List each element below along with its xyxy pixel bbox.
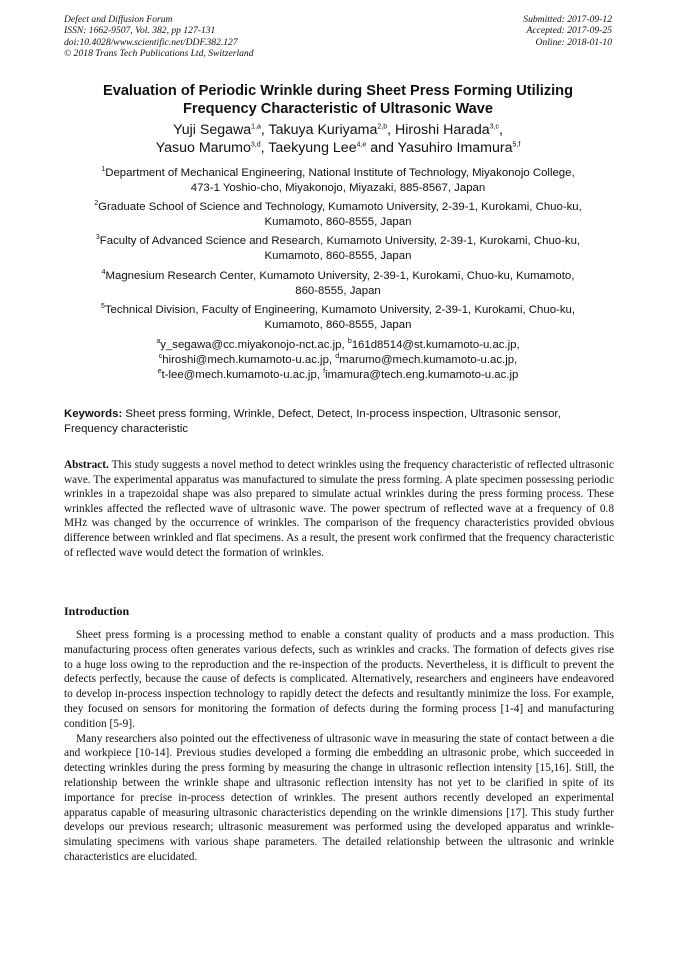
dates-header [523,14,612,48]
email-line [64,338,612,353]
author-sup: 1,a [251,123,261,131]
affiliation-number: 1 [101,166,106,174]
affiliation-address: Kumamoto, 860-8555, Japan [264,250,412,263]
issn: ISSN: 1662-9507, Vol. 382, pp 127-131 [64,25,216,37]
email-separator: , [328,353,336,366]
email-sup: b [347,337,352,345]
title-line-1: Evaluation of Periodic Wrinkle during Sheet Press Forming Utilizing [102,83,574,99]
author-name: Yuji Segawa [173,122,252,138]
author-line-2 [64,140,612,158]
email-address[interactable]: 161d8514@st.kumamoto-u.ac.jp, [351,338,520,351]
email-sup: f [323,367,326,375]
keywords [64,407,614,437]
keywords-text: Sheet press forming, Wrinkle, Defect, Detect, In-process inspection, Ultrasonic sensor, Frequency characteristic [64,408,561,435]
intro-paragraph-1: Sheet press forming is a processing method to enable a constant quality of products and a mass production. This manufacturing process often generates various defects, such as wrinkles and cracks. The formation of defects gives rise to a huge loss owing to the reproduction and the re-inspection of the products. Nevertheless, it is difficult to prevent the defects perfectly, because the cause of defects is complicated. Alternatively, researchers and engineers have endeavored to develop in-process inspection technology to rapidly detect the defects and resultantly minimize the loss. For example, they focused on sensors for monitoring the formation of defects during the forming process [1-4] and manufacturing condition [5-9]. [64,629,614,730]
affiliation-text: Department of Mechanical Engineering, National Institute of Technology, Miyakonojo College, [105,167,575,179]
email-separator: , [341,338,348,351]
affiliation-address: Kumamoto, 860-8555, Japan [264,216,412,229]
author-separator: , [260,139,269,156]
author-name: Yasuo Marumo [155,139,251,156]
introduction-body [64,628,614,865]
paper-title [64,82,612,118]
author-separator: and [366,139,398,156]
email-address[interactable]: y_segawa@cc.miyakonojo-nct.ac.jp [160,338,342,351]
title-line-2: Frequency Characteristic of Ultrasonic Wave [182,101,494,117]
affiliation [64,166,612,196]
author-line-1 [64,122,612,140]
abstract-text: This study suggests a novel method to detect wrinkles using the frequency characteristic of reflected ultrasonic wave. The experimental apparatus was manufactured to simulate the press forming. A plate specimen possessing periodic wrinkles in a trapezoidal shape was also prepared to simulate actual wrinkles during the press forming process. These wrinkles affected the reflected wave of ultrasonic wave. The power spectrum of reflected wave at a frequency of 0.8 MHz was changed by the occurrence of wrinkles. The comparison of the frequency characteristics provided obvious difference between wrinkled and flat specimens. As a result, the present work confirmed that the frequency characteristic of reflected wave would detect the formation of wrinkles. [64,459,614,559]
abstract-label: Abstract. [64,459,109,471]
author-sup: 2,b [377,123,388,131]
author-sup: 3,c [489,123,499,131]
affiliation-text: Faculty of Advanced Science and Research, Kumamoto University, 2-39-1, Kurokami, Chuo-ku, [99,235,581,248]
affiliation-address: 860-8555, Japan [295,284,381,297]
affiliation-address: Kumamoto, 860-8555, Japan [264,318,412,331]
author-name: Yasuhiro Imamura [397,139,513,156]
affiliation-number: 3 [95,234,100,242]
journal-name: Defect and Diffusion Forum [64,14,173,25]
email-sup: e [157,367,162,375]
email-sup: d [335,352,340,360]
affiliation [64,234,612,264]
author-sup: 4,e [356,140,367,148]
section-heading-introduction: Introduction [64,604,130,618]
affiliation-text: Technical Division, Faculty of Engineering, Kumamoto University, 2-39-1, Kurokami, Chuo-ku, [104,303,576,316]
affiliation-number: 2 [94,200,99,208]
author-separator: , [387,122,395,138]
intro-paragraph-2: Many researchers also pointed out the effectiveness of ultrasonic wave in measuring the state of contact between a die and workpiece [10-14]. Previous studies developed a forming die embedding an ultrasonic probe, which succeeded in detecting wrinkles during the press forming by measuring the change in ultrasonic reflection intensity [15,16]. Still, the relationship between the wrinkle shape and ultrasonic reflection intensity has not yet to be clarified in spite of its importance for precise in-process detection of wrinkles. The present authors recently developed an experimental apparatus capable of measuring ultrasonic characteristics depending on the wrinkle dimensions [17]. This study further develops our previous research; ultrasonic measurement was performed using the developed apparatus and wrinkle-simulating specimens with various shape parameters. The detailed relationship between the ultrasonic and wrinkle characteristics are elucidated. [64,732,614,863]
email-address[interactable]: marumo@mech.kumamoto-u.ac.jp, [339,353,518,366]
affiliation-text: Magnesium Research Center, Kumamoto University, 2-39-1, Kurokami, Chuo-ku, Kumamoto, [105,269,575,282]
author-list [64,122,612,157]
author-name: Taekyung Lee [268,139,357,156]
author-separator: , [498,122,503,138]
email-line [64,368,612,383]
email-sup: c [158,352,163,360]
affiliation-number: 5 [100,302,105,310]
affiliation-text: Graduate School of Science and Technology, Kumamoto University, 2-39-1, Kurokami, Chuo-ku, [98,201,582,214]
doi: doi:10.4028/www.scientific.net/DDF.382.127 [64,36,238,48]
author-name: Takuya Kuriyama [268,122,378,138]
email-separator: , [316,368,324,381]
email-address[interactable]: t-lee@mech.kumamoto-u.ac.jp [161,368,317,381]
accepted-date: Accepted: 2017-09-25 [526,25,612,37]
email-line [64,353,612,368]
affiliation-address: 473-1 Yoshio-cho, Miyakonojo, Miyazaki, 885-8567, Japan [190,182,486,194]
email-list [64,338,612,383]
author-separator: , [260,122,269,138]
author-sup: 3,d [250,140,261,148]
affiliation [64,200,612,230]
online-date: Online: 2018-01-10 [535,36,612,48]
author-name: Hiroshi Harada [395,122,490,138]
email-address[interactable]: imamura@tech.eng.kumamoto-u.ac.jp [325,368,519,381]
abstract [64,458,614,560]
keywords-label: Keywords: [64,408,123,420]
affiliations [64,166,612,383]
affiliation-number: 4 [101,268,106,276]
author-sup: 5,f [512,140,521,148]
email-sup: a [156,337,161,345]
affiliation [64,303,612,333]
submitted-date: Submitted: 2017-09-12 [523,14,612,25]
journal-header [64,14,254,60]
copyright: © 2018 Trans Tech Publications Ltd, Switzerland [64,48,254,60]
affiliation [64,269,612,299]
email-address[interactable]: hiroshi@mech.kumamoto-u.ac.jp [162,353,329,366]
